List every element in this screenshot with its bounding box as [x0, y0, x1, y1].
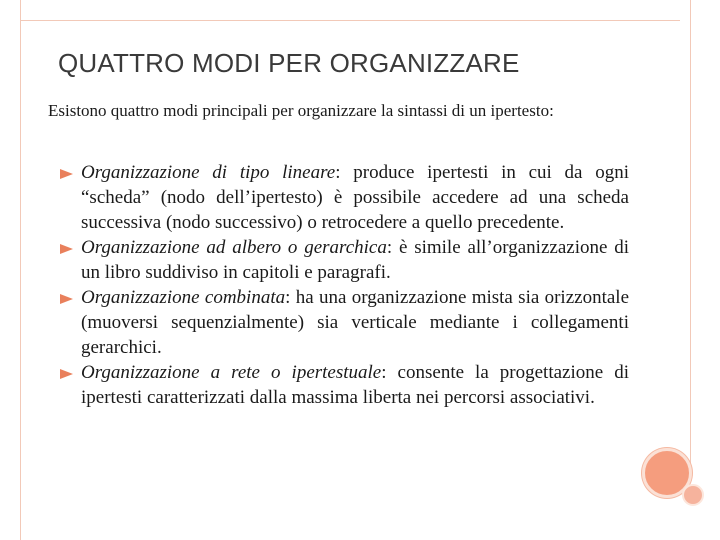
bullet-item-rete: [60, 360, 629, 410]
bullet-list: [60, 160, 629, 410]
bullet-text: : produce ipertesti in cui da ogni “scheda” (nodo dell’ipertesto) è possibile accedere ad una scheda successiva (nodo successivo) o retrocedere a quello precedente.: [81, 162, 629, 233]
decorative-circle-small: [682, 484, 704, 506]
frame-line-left: [20, 0, 21, 540]
bullet-text: : consente la progettazione di ipertesti caratterizzati dalla massima liberta nei percorsi associativi.: [81, 362, 630, 408]
bullet-term: Organizzazione ad albero o gerarchica: [81, 237, 387, 258]
bullet-item-combinata: [60, 285, 629, 360]
bullet-term: Organizzazione di tipo lineare: [81, 162, 336, 183]
frame-line-top: [20, 20, 680, 21]
arrow-bullet-icon: [60, 244, 73, 254]
frame-line-right: [690, 0, 691, 470]
arrow-bullet-icon: [60, 169, 73, 179]
bullet-text: : è simile all’organizzazione di un libro suddiviso in capitoli e paragrafi.: [81, 237, 629, 283]
slide-title: QUATTRO MODI PER ORGANIZZARE: [58, 48, 520, 78]
bullet-term: Organizzazione combinata: [81, 287, 286, 308]
arrow-bullet-icon: [60, 294, 73, 304]
bullet-text: : ha una organizzazione mista sia orizzontale (muoversi sequenzialmente) sia verticale mediante i collegamenti gerarchici.: [81, 287, 630, 358]
bullet-term: Organizzazione a rete o ipertestuale: [81, 362, 382, 383]
bullet-item-albero: [60, 235, 629, 285]
intro-paragraph: Esistono quattro modi principali per organizzare la sintassi di un ipertesto:: [48, 101, 554, 120]
bullet-item-lineare: [60, 160, 629, 235]
arrow-bullet-icon: [60, 369, 73, 379]
